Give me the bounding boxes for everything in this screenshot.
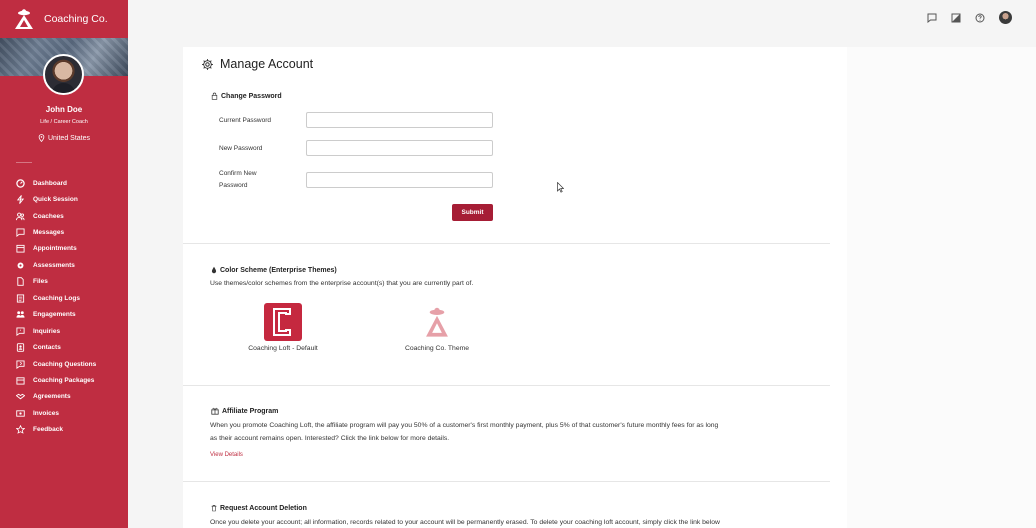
- color-scheme-heading: [211, 266, 337, 274]
- user-role: Life / Career Coach: [40, 119, 88, 125]
- confirm-password-label-line1: Confirm New: [219, 170, 257, 177]
- gift-icon: [211, 407, 219, 415]
- page-title: [201, 57, 313, 71]
- package-icon: [16, 376, 25, 385]
- change-password-heading: [211, 92, 282, 100]
- coaching-loft-logo-icon: [264, 303, 302, 341]
- brand-name: Coaching Co.: [44, 13, 108, 25]
- right-panel: [847, 47, 1036, 528]
- sidebar-item-label: Inquiries: [33, 327, 61, 335]
- affiliate-text-line1: When you promote Coaching Loft, the affiliate program will pay you 50% of a customer's first monthly payment, plus 5% of that customer's future monthly fees for as long: [210, 422, 719, 429]
- affiliate-heading: [211, 407, 278, 415]
- sidebar-item-label: Coachees: [33, 212, 64, 220]
- location-text: United States: [47, 134, 91, 142]
- manage-account-card: [183, 47, 847, 528]
- droplet-icon: [211, 266, 217, 274]
- mouse-cursor-icon: [557, 182, 564, 193]
- help-icon[interactable]: [975, 13, 985, 23]
- sidebar-nav: [0, 175, 128, 438]
- dashboard-icon: [16, 179, 25, 188]
- sidebar-item-invoices[interactable]: [0, 405, 128, 421]
- sidebar-item-inquiries[interactable]: [0, 323, 128, 339]
- lock-icon: [211, 92, 218, 100]
- brand[interactable]: [0, 0, 128, 38]
- affiliate-description: [210, 420, 830, 445]
- sidebar-item-label: Contacts: [33, 344, 61, 352]
- change-password-heading-text: Change Password: [221, 92, 282, 100]
- sidebar-item-coaching-logs[interactable]: [0, 290, 128, 306]
- current-password-label: Current Password: [219, 117, 272, 124]
- sidebar-item-files[interactable]: [0, 274, 128, 290]
- theme-label: Coaching Co. Theme: [404, 345, 470, 352]
- section-divider: [183, 385, 830, 386]
- sidebar-item-coachees[interactable]: [0, 208, 128, 224]
- affiliate-text-line2: as their account remains open. Interested? Click the link below for more details.: [210, 434, 450, 442]
- sidebar-item-label: Coaching Questions: [33, 360, 97, 368]
- page-title-text: Manage Account: [220, 57, 314, 71]
- user-location: [0, 134, 128, 142]
- color-scheme-heading-text: Color Scheme (Enterprise Themes): [220, 266, 337, 274]
- deletion-heading: [211, 504, 307, 512]
- chat-icon[interactable]: [927, 13, 937, 23]
- confirm-password-input[interactable]: [306, 172, 493, 188]
- section-divider: [183, 243, 830, 244]
- invoice-icon: [16, 409, 25, 418]
- sidebar-item-label: Quick Session: [33, 196, 78, 204]
- sidebar-item-label: Dashboard: [33, 179, 67, 187]
- affiliate-heading-text: Affiliate Program: [222, 407, 279, 415]
- new-password-label: New Password: [219, 145, 263, 152]
- sidebar-item-label: Invoices: [33, 409, 60, 417]
- user-avatar[interactable]: [999, 11, 1012, 24]
- sidebar-item-feedback[interactable]: [0, 422, 128, 438]
- sidebar-item-label: Files: [33, 278, 48, 286]
- sidebar-item-label: Feedback: [33, 426, 63, 434]
- sidebar-item-dashboard[interactable]: [0, 175, 128, 191]
- gear-icon: [16, 261, 25, 270]
- top-bar-icons: [927, 11, 1012, 24]
- color-scheme-description: Use themes/color schemes from the enterprise account(s) that you are currently part of.: [210, 280, 474, 287]
- question-icon: [16, 360, 25, 369]
- sidebar-item-label: Engagements: [33, 311, 76, 319]
- confirm-password-label: [219, 168, 257, 192]
- calendar-icon: [16, 244, 25, 253]
- users-icon: [16, 212, 25, 221]
- engagement-icon: [16, 310, 25, 319]
- sidebar: [0, 0, 128, 528]
- sidebar-item-contacts[interactable]: [0, 339, 128, 355]
- handshake-icon: [16, 392, 25, 401]
- sidebar-divider: [16, 162, 32, 163]
- deletion-description: Once you delete your account; all information, records related to your account will be permanently erased. To delete your coaching loft account, simply click the link below: [210, 519, 720, 526]
- settings-gear-icon: [201, 58, 214, 71]
- theme-option-coaching-co[interactable]: [392, 303, 482, 352]
- sidebar-item-quick-session[interactable]: [0, 191, 128, 207]
- sidebar-item-label: Appointments: [33, 245, 77, 253]
- sidebar-item-label: Assessments: [33, 261, 75, 269]
- view-details-link[interactable]: View Details: [210, 452, 243, 458]
- user-name: John Doe: [45, 105, 83, 114]
- star-icon: [16, 425, 25, 434]
- brand-logo-icon: [12, 7, 36, 31]
- sidebar-item-coaching-packages[interactable]: [0, 372, 128, 388]
- new-password-input[interactable]: [306, 140, 493, 156]
- location-pin-icon: [38, 134, 45, 142]
- section-divider: [183, 481, 830, 482]
- coaching-co-logo-icon: [418, 303, 456, 341]
- sidebar-item-label: Agreements: [33, 393, 71, 401]
- sidebar-item-coaching-questions[interactable]: [0, 356, 128, 372]
- sidebar-item-agreements[interactable]: [0, 389, 128, 405]
- theme-option-coaching-loft[interactable]: [238, 303, 328, 352]
- log-icon: [16, 294, 25, 303]
- sidebar-item-assessments[interactable]: [0, 257, 128, 273]
- sidebar-item-label: Coaching Logs: [33, 294, 80, 302]
- deletion-heading-text: Request Account Deletion: [220, 504, 307, 512]
- theme-toggle-icon[interactable]: [951, 13, 961, 23]
- trash-icon: [211, 504, 217, 512]
- sidebar-item-messages[interactable]: [0, 224, 128, 240]
- current-password-input[interactable]: [306, 112, 493, 128]
- theme-label: Coaching Loft - Default: [248, 345, 318, 352]
- sidebar-item-engagements[interactable]: [0, 307, 128, 323]
- bolt-icon: [16, 195, 25, 204]
- submit-button[interactable]: Submit: [452, 204, 493, 221]
- file-icon: [16, 277, 25, 286]
- inquiry-icon: [16, 327, 25, 336]
- contacts-icon: [16, 343, 25, 352]
- sidebar-item-label: Coaching Packages: [33, 376, 95, 384]
- sidebar-item-label: Messages: [33, 229, 65, 237]
- sidebar-item-appointments[interactable]: [0, 241, 128, 257]
- confirm-password-label-line2: Password: [219, 182, 248, 189]
- message-icon: [16, 228, 25, 237]
- avatar[interactable]: [43, 54, 84, 95]
